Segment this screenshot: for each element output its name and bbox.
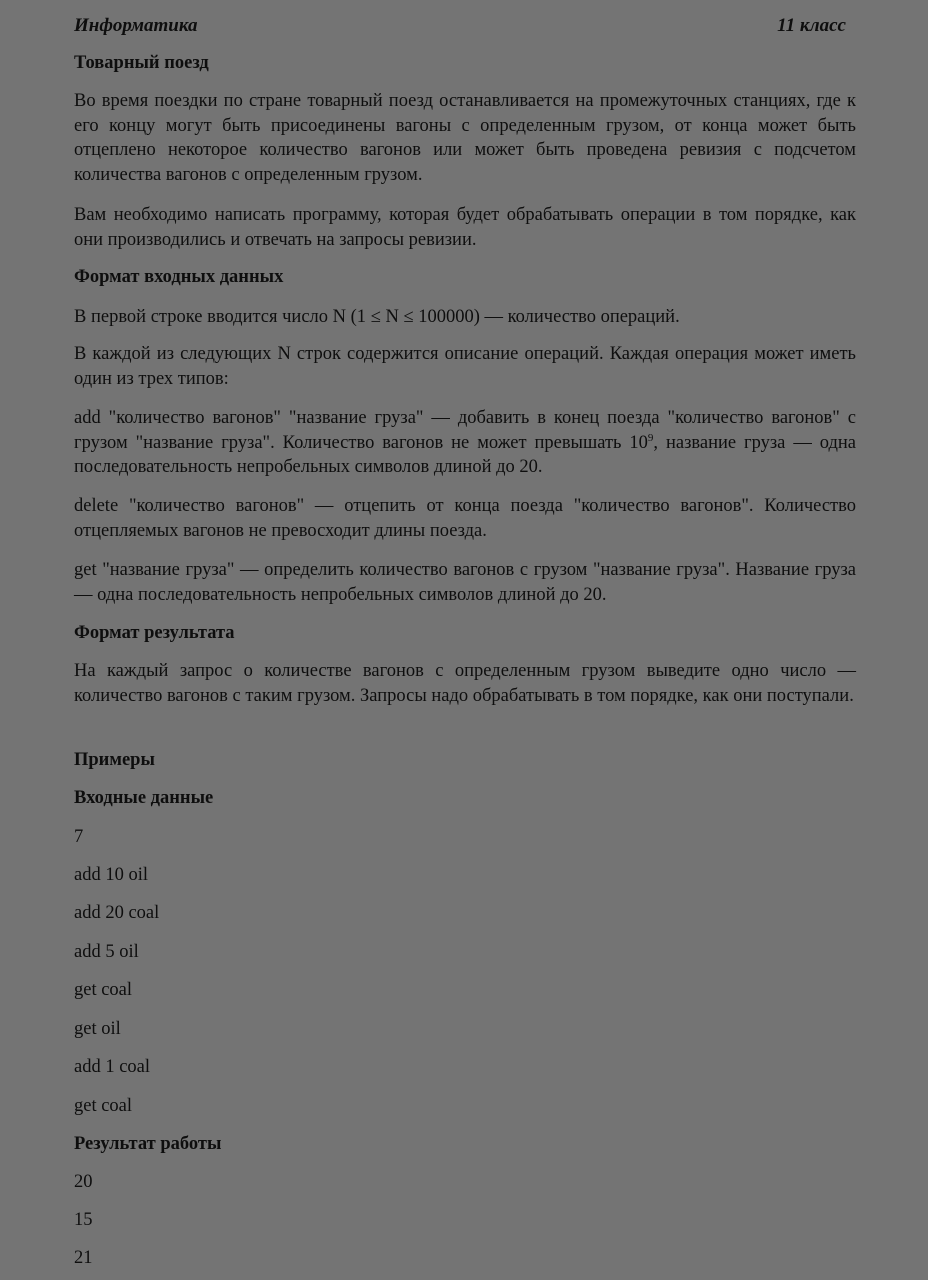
operation-add-text-end: , название груза — одна последовательность непробельных символов длиной до 20.: [74, 432, 856, 477]
output-line: 20: [74, 1172, 93, 1192]
operation-add-text: add "количество вагонов" "название груза" — добавить в конец поезда "количество вагонов" с грузом "название груза". Количество вагонов не может превышать 10: [74, 408, 856, 453]
input-line: 7: [74, 827, 84, 847]
operation-add-description: [74, 406, 856, 480]
operation-add-exponent: 9: [647, 431, 654, 444]
operation-delete-description: delete "количество вагонов" — отцепить от конца поезда "количество вагонов". Количество отцепляемых вагонов не превосходит длины поезда.: [74, 496, 856, 541]
input-line: get coal: [74, 980, 133, 1000]
intro-paragraph-2: Вам необходимо написать программу, которая будет обрабатывать операции в том порядке, как они производились и отвечать на запросы ревизии.: [74, 205, 856, 250]
input-format-heading: Формат входных данных: [74, 267, 284, 287]
input-format-paragraph-1: В первой строке вводится число N (1 ≤ N ≤ 100000) — количество операций.: [74, 307, 680, 327]
input-line: add 10 oil: [74, 865, 148, 885]
input-line: add 20 coal: [74, 903, 160, 923]
subject-label: Информатика: [74, 15, 198, 36]
input-line: add 1 coal: [74, 1057, 151, 1077]
task-title: Товарный поезд: [74, 53, 209, 73]
output-format-heading: Формат результата: [74, 623, 235, 643]
output-line: 21: [74, 1248, 93, 1268]
page-header: [74, 15, 846, 41]
grade-label: 11 класс: [777, 15, 846, 36]
output-line: 15: [74, 1210, 93, 1230]
intro-paragraph-1: Во время поездки по стране товарный поезд останавливается на промежуточных станциях, где к его концу могут быть присоединены вагоны с определенным грузом, от конца может быть отцеплено некоторое количество вагонов или может быть проведена ревизия с подсчетом количества вагонов с определенным грузом.: [74, 91, 856, 185]
operation-get-description: get "название груза" — определить количество вагонов с грузом "название груза". Название груза — одна последовательность непробельных символов длиной до 20.: [74, 560, 856, 605]
output-format-paragraph: На каждый запрос о количестве вагонов с определенным грузом выведите одно число — количество вагонов с таким грузом. Запросы надо обрабатывать в том порядке, как они поступали.: [74, 661, 856, 706]
input-line: add 5 oil: [74, 942, 139, 962]
input-format-paragraph-2: В каждой из следующих N строк содержится описание операций. Каждая операция может иметь один из трех типов:: [74, 344, 856, 389]
input-line: get oil: [74, 1019, 121, 1039]
input-line: get coal: [74, 1096, 133, 1116]
input-data-heading: Входные данные: [74, 788, 214, 808]
output-data-heading: Результат работы: [74, 1134, 222, 1154]
examples-heading: Примеры: [74, 750, 155, 770]
